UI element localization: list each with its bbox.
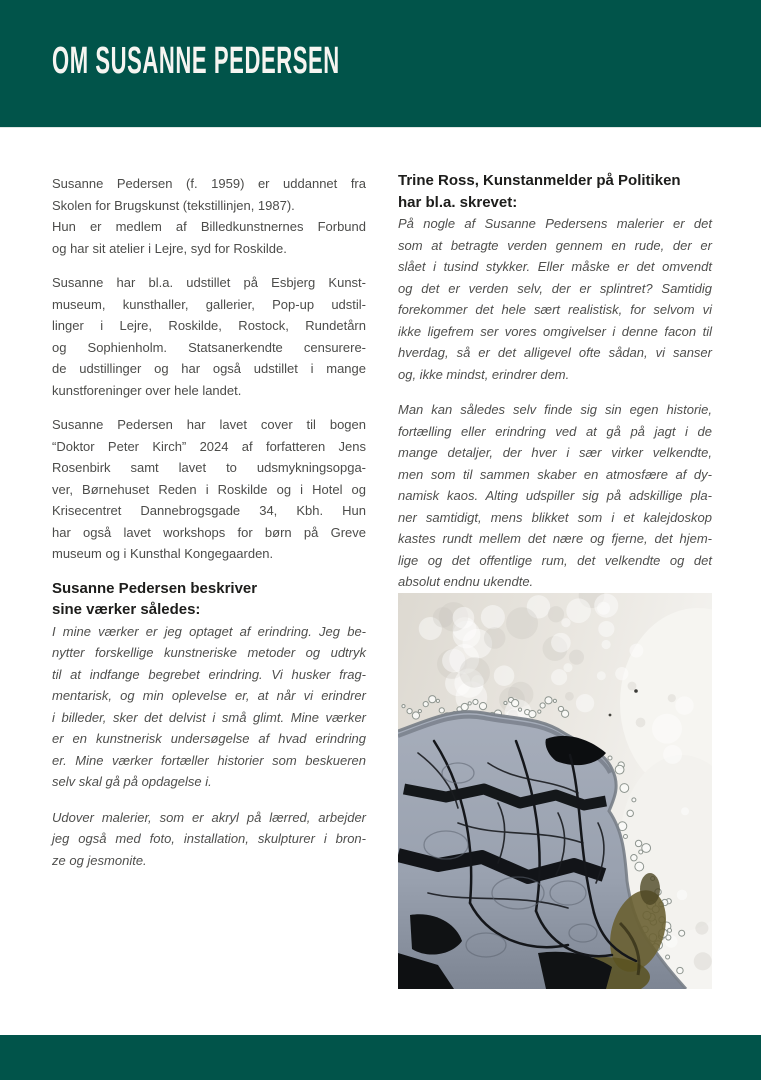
text-line: forekommer det hele sært realistisk, for selvom vi — [398, 302, 712, 317]
text-line: ver, Børnehuset Reden i Roskilde og i Hotel og — [52, 481, 366, 497]
text-line: sine værker således: — [52, 601, 201, 618]
text-line: nytter forskellige kunstneriske metoder og udtryk — [52, 645, 366, 660]
text-line: museum, kunsthaller, gallerier, Pop-up udstil- — [52, 296, 366, 312]
text-line: Man kan således selv finde sig sin egen historie, — [398, 402, 712, 417]
text-line: namisk kaos. Alting udspiller sig på adskillige pla- — [398, 488, 712, 503]
artwork-photo — [398, 593, 712, 989]
text-line: jeg også med foto, installation, skulpturer i bron- — [52, 831, 366, 846]
text-line: men som til sammen skaber en atmosfære af dy- — [398, 466, 712, 482]
text-line: selv skal gå på opdagelse i. — [52, 774, 212, 789]
subheading-artist-statement — [52, 578, 366, 621]
paragraph-membership — [52, 216, 366, 259]
text-line: kastes rundt mellem det nære og fjerne, det hjem- — [398, 531, 712, 546]
text-line: I mine værker er jeg optaget af erindring. Jeg be- — [52, 623, 366, 639]
text-line: Rosenbirk samt lavet to udsmykningsopga- — [52, 460, 366, 475]
text-line: absolut endnu ukendte. — [398, 574, 534, 589]
text-line: og det er verden selv, der er splintret? Samtidig — [398, 280, 712, 296]
text-line: ikke ligefrem ser vores omgivelser i denne facon til — [398, 323, 712, 339]
text-line: i billeder, sker det delvist i små glimt. Mine værker — [52, 709, 366, 725]
text-line: er en kunstnerisk undersøgelse af hvad erindring — [52, 731, 366, 746]
text-line: Udover malerier, som er akryl på lærred, arbejder — [52, 809, 366, 825]
text-line: fortælling eller erindring ved at gå på jagt i de — [398, 423, 712, 439]
quote-artist-statement-2 — [52, 807, 366, 872]
text-line: Susanne Pedersen har lavet cover til bogen — [52, 417, 366, 432]
text-line: er. Mine værker fortæller historier som beskueren — [52, 752, 366, 768]
text-line: Krisecentret Dannebrogsgade 34, Kbh. Hun — [52, 503, 366, 518]
text-line: har bl.a. skrevet: — [398, 193, 518, 211]
text-line: Susanne har bl.a. udstillet på Esbjerg Kunst- — [52, 275, 366, 290]
text-line: Hun er medlem af Billedkunstnernes Forbund — [52, 219, 366, 234]
text-line: linger i Lejre, Roskilde, Rostock, Rundetårn — [52, 318, 366, 333]
text-line: Susanne Pedersen (f. 1959) er uddannet fra — [52, 176, 366, 191]
text-line: Susanne Pedersen beskriver — [52, 579, 258, 597]
text-line: og har sit atelier i Lejre, syd for Roskilde. — [52, 240, 287, 256]
text-line: de udstillinger og har også udstillet i mange — [52, 361, 366, 376]
text-line: mentarisk, og min oplevelse er, at når vi erindrer — [52, 688, 366, 703]
paragraph-education — [52, 173, 366, 216]
right-column — [398, 170, 712, 593]
text-line: kunstforeninger over hele landet. — [52, 382, 242, 398]
text-line: hverdag, så er det alligevel ofte sådan, vi sanser — [398, 345, 712, 360]
text-line: “Doktor Peter Kirch” 2024 af forfatteren Jens — [52, 438, 366, 454]
paragraph-exhibitions — [52, 272, 366, 401]
text-line: Trine Ross, Kunstanmelder på Politiken — [398, 172, 681, 189]
page-title: OM SUSANNE PEDERSEN — [52, 40, 340, 82]
quote-review-2 — [398, 399, 712, 593]
quote-review-1 — [398, 213, 712, 385]
sea-foam-water-illustration — [398, 593, 712, 989]
header-band — [0, 0, 761, 128]
text-line: Skolen for Brugskunst (tekstillinjen, 1987). — [52, 197, 295, 213]
text-line: har også lavet workshops for børn på Greve — [52, 524, 366, 540]
text-line: og Sophienholm. Statsanerkendte censurere- — [52, 339, 366, 355]
quote-artist-statement-1 — [52, 621, 366, 793]
text-line: museum og i Kunsthal Kongegaarden. — [52, 546, 274, 561]
text-line: slået i tusind stykker. Eller måske er det omvendt — [398, 259, 712, 274]
text-line: som at betragte verden gennem en rude, der er — [398, 237, 712, 253]
text-line: På nogle af Susanne Pedersens malerier er det — [398, 216, 712, 231]
left-column — [52, 173, 366, 871]
footer-band — [0, 1035, 761, 1080]
text-line: til at indfange begrebet erindring. Vi husker frag- — [52, 666, 366, 682]
text-line: mange detaljer, der hver i sær virker velkendte, — [398, 445, 712, 460]
paragraph-projects — [52, 414, 366, 565]
text-line: ze og jesmonite. — [52, 852, 147, 868]
text-line: lige og det offentlige rum, det velkendte og det — [398, 552, 712, 568]
text-line: ner samtidigt, mens blikket som i et kalejdoskop — [398, 509, 712, 525]
text-line: og, ikke mindst, erindrer dem. — [398, 366, 570, 382]
heading-review — [398, 170, 712, 213]
